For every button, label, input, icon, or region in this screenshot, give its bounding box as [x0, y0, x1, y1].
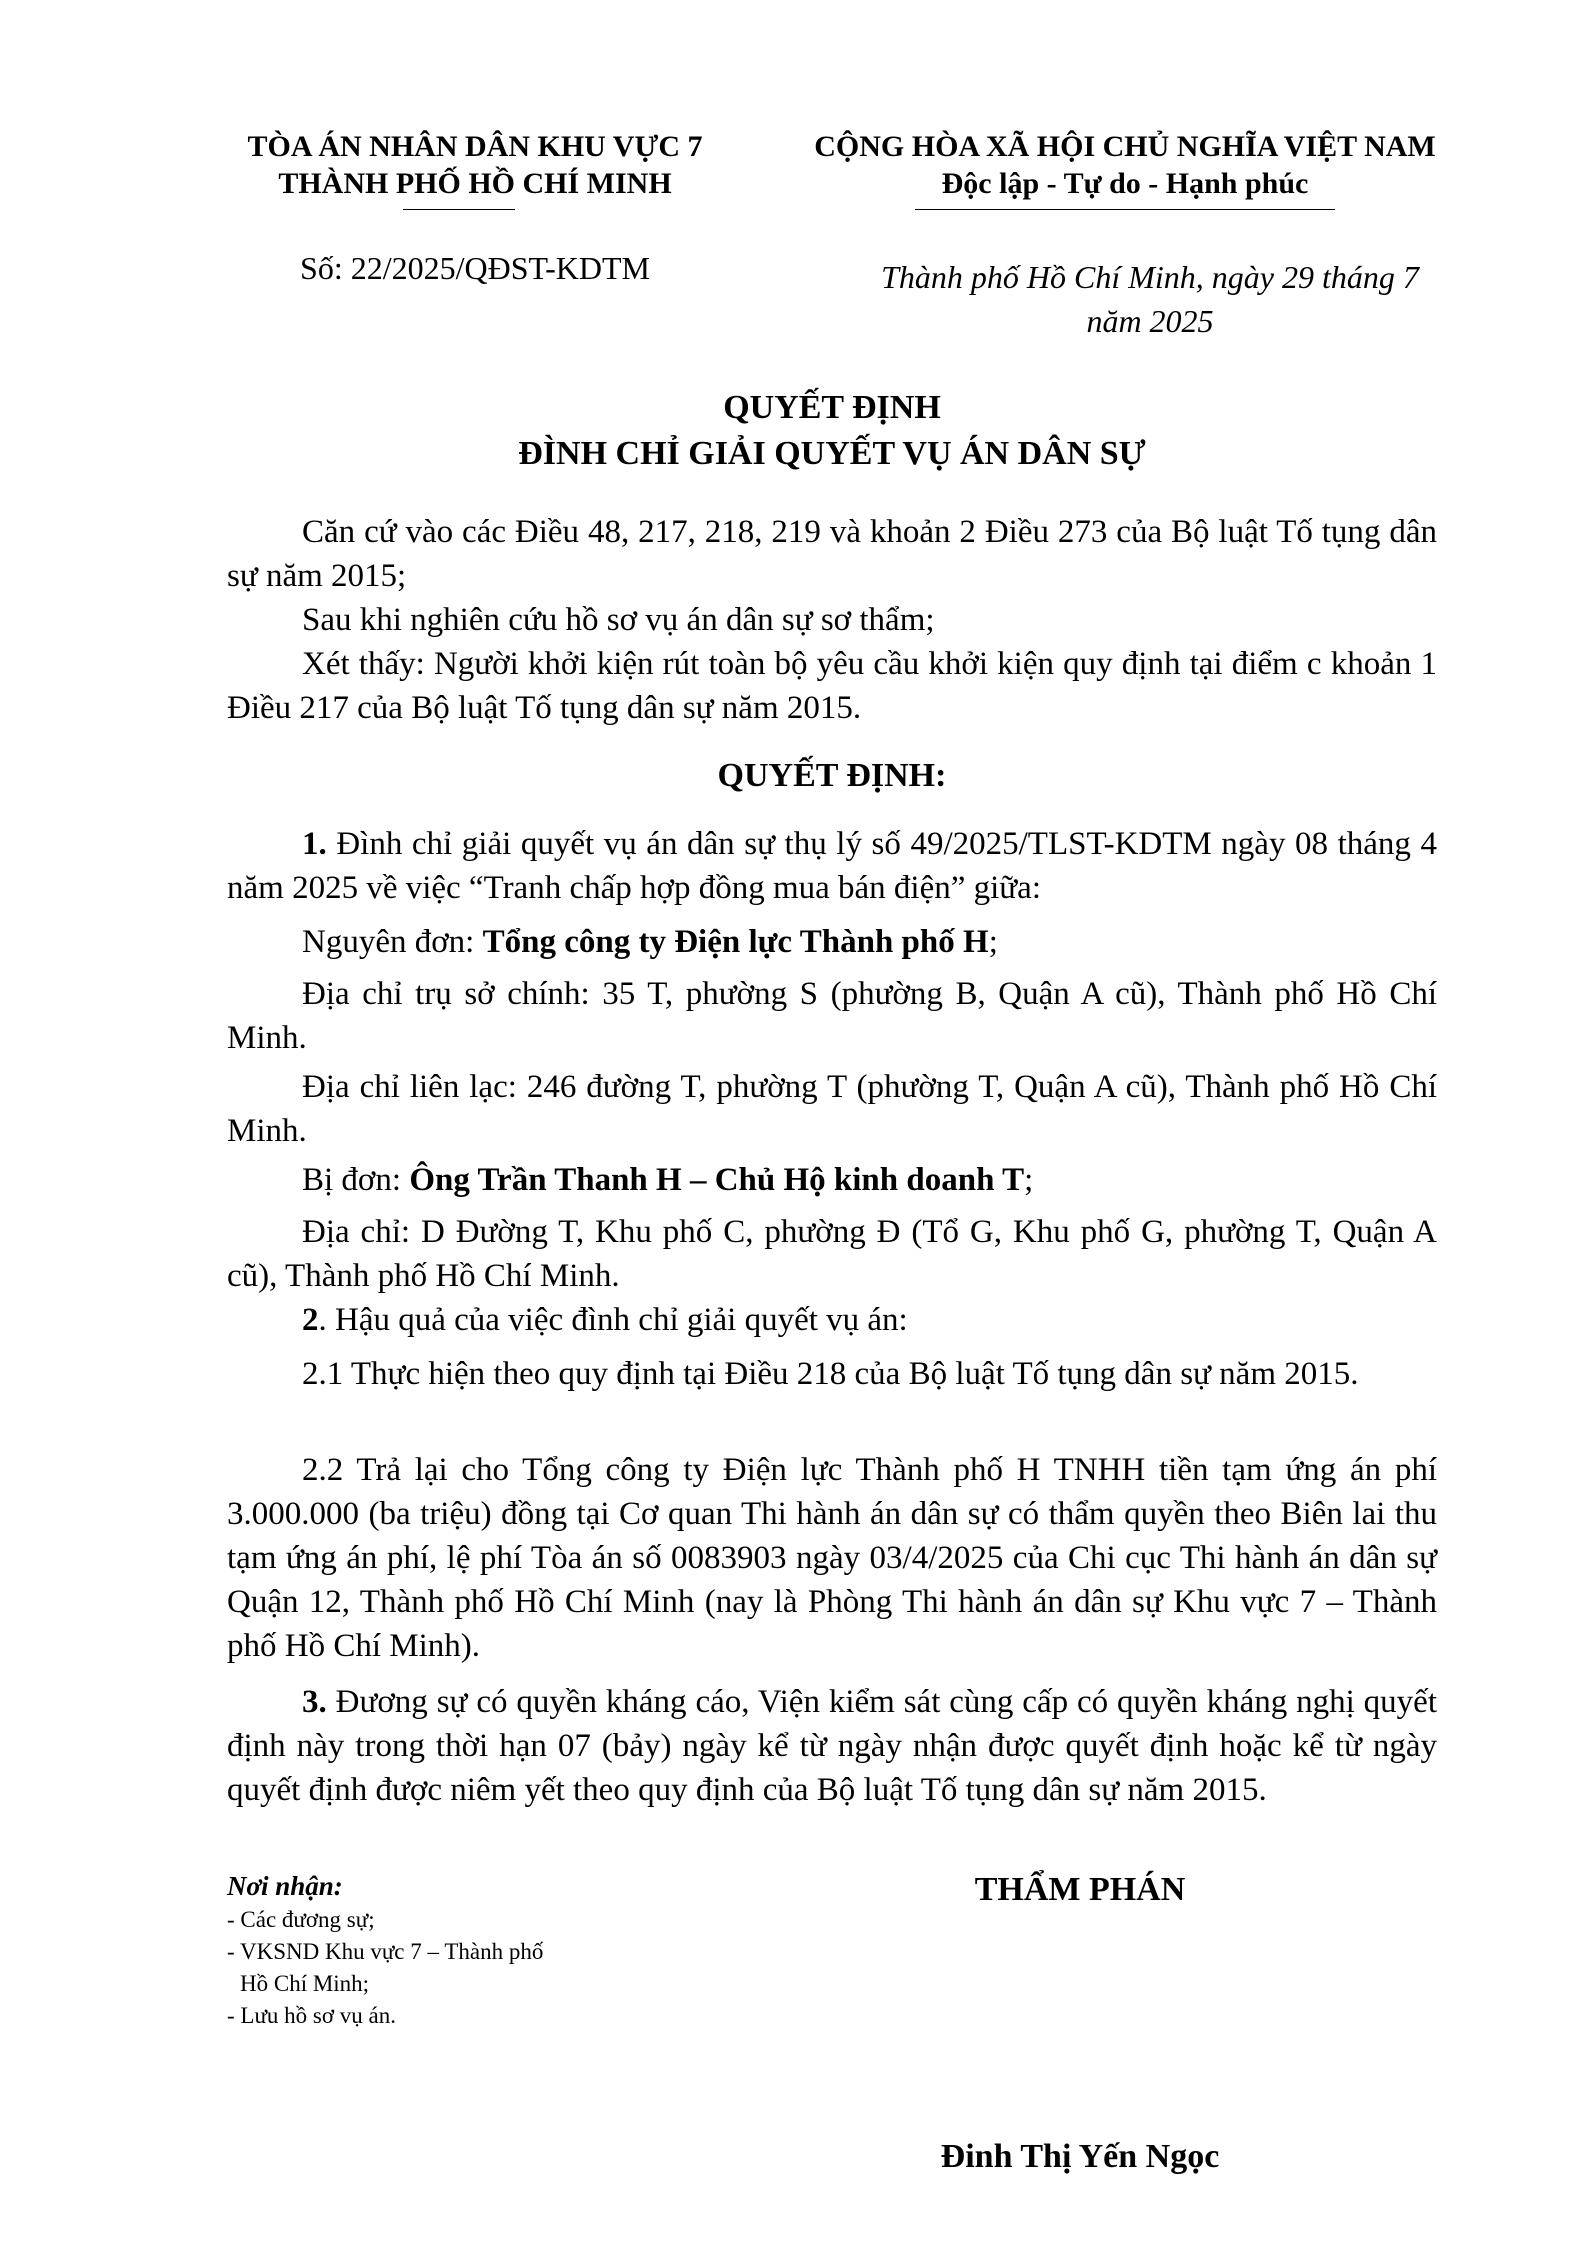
country-name: CỘNG HÒA XÃ HỘI CHỦ NGHĨA VIỆT NAM	[814, 130, 1436, 163]
plaintiff-name: Tổng công ty Điện lực Thành phố H	[482, 924, 989, 960]
plaintiff-hq-text: Địa chỉ trụ sở chính: 35 T, phường S (phường B, Quận A cũ), Thành phố Hồ Chí Minh.	[227, 976, 1437, 1056]
item-2-2	[227, 1448, 1437, 1668]
defendant-label: Bị đơn:	[302, 1162, 410, 1198]
item-2	[227, 1298, 1437, 1342]
item-1	[227, 822, 1437, 910]
item-2-text: . Hậu quả của việc đình chỉ giải quyết vụ án:	[318, 1302, 908, 1338]
document-title	[227, 385, 1437, 477]
judge-name: Đinh Thị Yến Ngọc	[940, 2138, 1220, 2175]
decision-heading: QUYẾT ĐỊNH:	[717, 757, 947, 794]
item-2-number: 2	[302, 1302, 319, 1338]
decision-number: Số: 22/2025/QĐST-KDTM	[300, 250, 650, 286]
plaintiff-contact-text: Địa chỉ liên lạc: 246 đường T, phường T (phường T, Quận A cũ), Thành phố Hồ Chí Minh.	[227, 1069, 1437, 1149]
recipients-heading: Nơi nhận:	[227, 1871, 343, 1901]
motto-underline	[915, 209, 1335, 210]
defendant-address	[227, 1210, 1437, 1298]
legal-basis: Căn cứ vào các Điều 48, 217, 218, 219 và khoản 2 Điều 273 của Bộ luật Tố tụng dân sự năm 2015;	[227, 514, 1437, 594]
defendant-name: Ông Trần Thanh H – Chủ Hộ kinh doanh T	[409, 1162, 1025, 1198]
recipient-2: - VKSND Khu vực 7 – Thành phố	[227, 1939, 544, 1964]
court-name-block	[180, 128, 770, 202]
preamble	[227, 510, 1437, 730]
judge-title: THẨM PHÁN	[974, 1871, 1186, 1908]
item-2-1-text: 2.1 Thực hiện theo quy định tại Điều 218 của Bộ luật Tố tụng dân sự năm 2015.	[302, 1356, 1359, 1392]
recipient-3: - Lưu hồ sơ vụ án.	[227, 2003, 396, 2028]
recipients-block	[227, 1868, 787, 2032]
motto: Độc lập - Tự do - Hạnh phúc	[941, 167, 1309, 200]
item-2-2-text: 2.2 Trả lại cho Tổng công ty Điện lực Thành phố H TNHH tiền tạm ứng án phí 3.000.000 (ba triệu) đồng tại Cơ quan Thi hành án dân sự có thẩm quyền theo Biên lai thu tạm ứng án phí, lệ phí Tòa án số 0083903 ngày 03/4/2025 của Chi cục Thi hành án dân sự Quận 12, Thành phố Hồ Chí Minh (nay là Phòng Thi hành án dân sự Khu vực 7 – Thành phố Hồ Chí Minh).	[227, 1452, 1437, 1664]
recipient-1: - Các đương sự;	[227, 1907, 375, 1932]
recipient-2-cont: Hồ Chí Minh;	[240, 1971, 370, 1996]
item-3	[227, 1680, 1437, 1812]
title-line1: QUYẾT ĐỊNH	[723, 389, 941, 426]
item-3-text: Đương sự có quyền kháng cáo, Viện kiểm sát cùng cấp có quyền kháng nghị quyết định này trong thời hạn 07 (bảy) ngày kể từ ngày nhận được quyết định hoặc kể từ ngày quyết định được niêm yết theo quy định của Bộ luật Tố tụng dân sự năm 2015.	[227, 1684, 1437, 1808]
item-1-text: Đình chỉ giải quyết vụ án dân sự thụ lý số 49/2025/TLST-KDTM ngày 08 tháng 4 năm 2025 về việc “Tranh chấp hợp đồng mua bán điện” giữa:	[227, 826, 1437, 906]
title-line2: ĐÌNH CHỈ GIẢI QUYẾT VỤ ÁN DÂN SỰ	[518, 435, 1146, 472]
defendant	[227, 1158, 1437, 1202]
item-1-number: 1.	[302, 826, 327, 862]
plaintiff-label: Nguyên đơn:	[302, 924, 483, 960]
defendant-end: ;	[1024, 1162, 1034, 1198]
national-motto-block	[775, 128, 1475, 202]
plaintiff	[227, 920, 1437, 964]
defendant-address-text: Địa chỉ: D Đường T, Khu phố C, phường Đ (Tổ G, Khu phố G, phường T, Quận A cũ), Thành phố Hồ Chí Minh.	[227, 1214, 1437, 1294]
plaintiff-contact-address	[227, 1065, 1437, 1153]
plaintiff-hq-address	[227, 972, 1437, 1060]
item-2-1	[227, 1352, 1437, 1396]
review-statement: Sau khi nghiên cứu hồ sơ vụ án dân sự sơ thẩm;	[302, 602, 935, 638]
plaintiff-end: ;	[988, 924, 998, 960]
finding-statement: Xét thấy: Người khởi kiện rút toàn bộ yêu cầu khởi kiện quy định tại điểm c khoản 1 Điều 217 của Bộ luật Tố tụng dân sự năm 2015.	[227, 646, 1437, 726]
court-name: TÒA ÁN NHÂN DÂN KHU VỰC 7	[247, 130, 703, 163]
court-city: THÀNH PHỐ HỒ CHÍ MINH	[278, 167, 672, 200]
item-3-number: 3.	[302, 1684, 327, 1720]
issue-date-line1: Thành phố Hồ Chí Minh, ngày 29 tháng 7	[881, 259, 1419, 295]
issue-date-line2: năm 2025	[1086, 303, 1214, 339]
court-underline	[403, 209, 515, 210]
issue-date	[835, 255, 1465, 343]
